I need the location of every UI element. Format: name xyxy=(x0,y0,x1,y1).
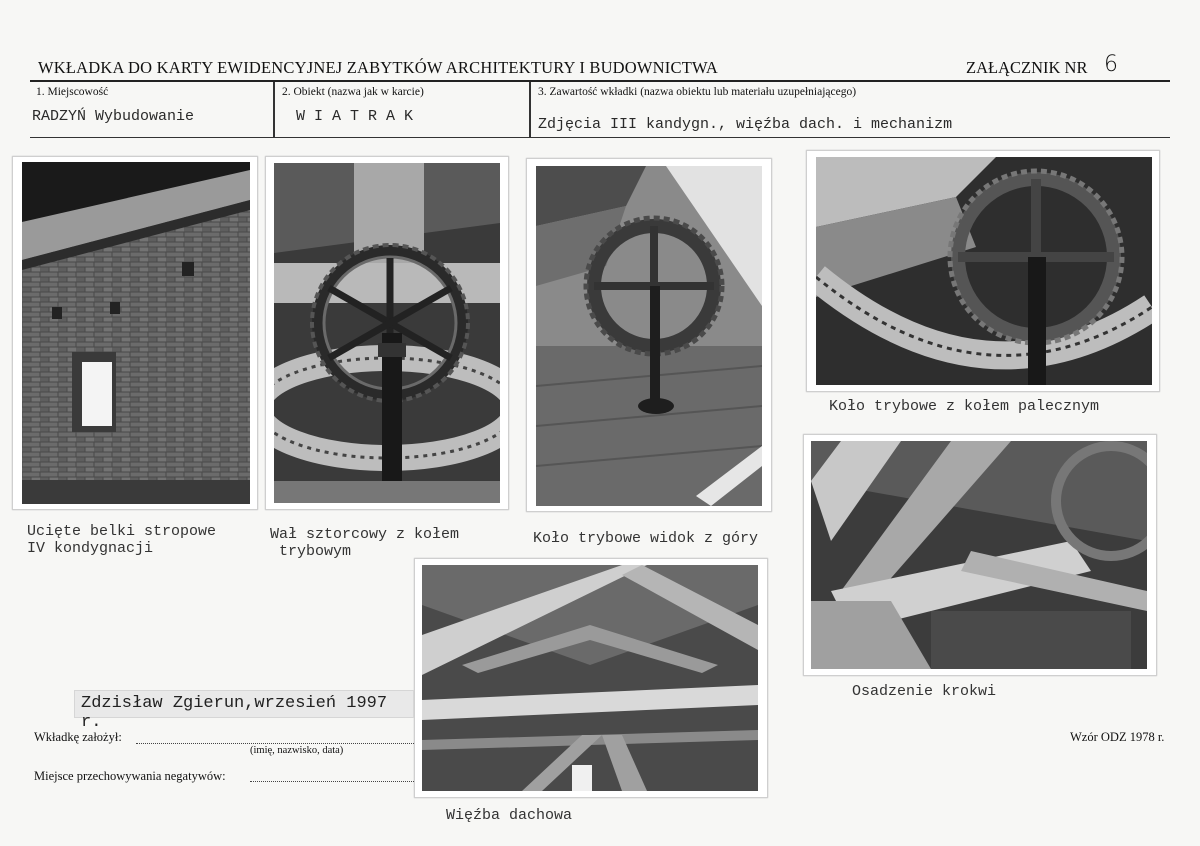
photo-gear-top xyxy=(526,158,772,512)
photo-rafter-joint-image xyxy=(811,441,1147,669)
photo-caption-gear-crown-wheel: Koło trybowe z kołem palecznym xyxy=(829,398,1100,415)
photo-caption-gear-top: Koło trybowe widok z góry xyxy=(533,530,759,547)
annex-number: 6 xyxy=(1104,52,1118,77)
field-divider-2 xyxy=(529,82,531,138)
author-stamp-text: Zdzisław Zgierun,wrzesień 1997 r. xyxy=(81,694,388,732)
object-label: 2. Obiekt (nazwa jak w karcie) xyxy=(282,86,424,98)
locality-label: 1. Miejscowość xyxy=(36,86,109,98)
object-value: W I A T R A K xyxy=(296,108,414,125)
photo-shaft-gear xyxy=(265,156,509,510)
inserted-by-line xyxy=(136,742,414,744)
header-rule xyxy=(30,80,1170,82)
photo-gear-top-image xyxy=(536,166,762,506)
inserted-by-label: Wkładkę założył: xyxy=(34,730,122,744)
photo-rafter-joint xyxy=(803,434,1157,676)
author-stamp xyxy=(74,690,414,732)
negatives-label: Miejsce przechowywania negatywów: xyxy=(34,769,226,783)
field-divider-1 xyxy=(273,82,275,138)
annex-label: ZAŁĄCZNIK NR xyxy=(966,58,1088,77)
photo-brick-wall xyxy=(12,156,258,510)
photo-gear-crown-wheel xyxy=(806,150,1160,392)
photo-gear-crown-wheel-image xyxy=(816,157,1152,385)
content-value: Zdjęcia III kandygn., więźba dach. i mechanizm xyxy=(538,116,953,133)
field-row-rule xyxy=(30,137,1170,138)
photo-caption-rafter-joint: Osadzenie krokwi xyxy=(852,683,997,700)
photo-shaft-gear-image xyxy=(274,163,500,503)
photo-roof-truss-image xyxy=(422,565,758,791)
inserted-by-hint: (imię, nazwisko, data) xyxy=(250,745,344,756)
locality-value: RADZYŃ Wybudowanie xyxy=(32,108,195,125)
content-label: 3. Zawartość wkładki (nazwa obiektu lub materiału uzupełniającego) xyxy=(538,86,857,98)
photo-brick-wall-image xyxy=(22,162,250,504)
photo-caption-brick-wall: Ucięte belki stropowe IV kondygnacji xyxy=(27,523,217,557)
photo-caption-roof-truss: Więźba dachowa xyxy=(446,807,573,824)
negatives-line xyxy=(250,780,414,782)
form-title: WKŁADKA DO KARTY EWIDENCYJNEJ ZABYTKÓW ARCHITEKTURY I BUDOWNICTWA xyxy=(38,58,719,77)
photo-caption-shaft-gear: Wał sztorcowy z kołem trybowym xyxy=(270,526,460,560)
form-version: Wzór ODZ 1978 r. xyxy=(1070,730,1165,744)
photo-roof-truss xyxy=(414,558,768,798)
